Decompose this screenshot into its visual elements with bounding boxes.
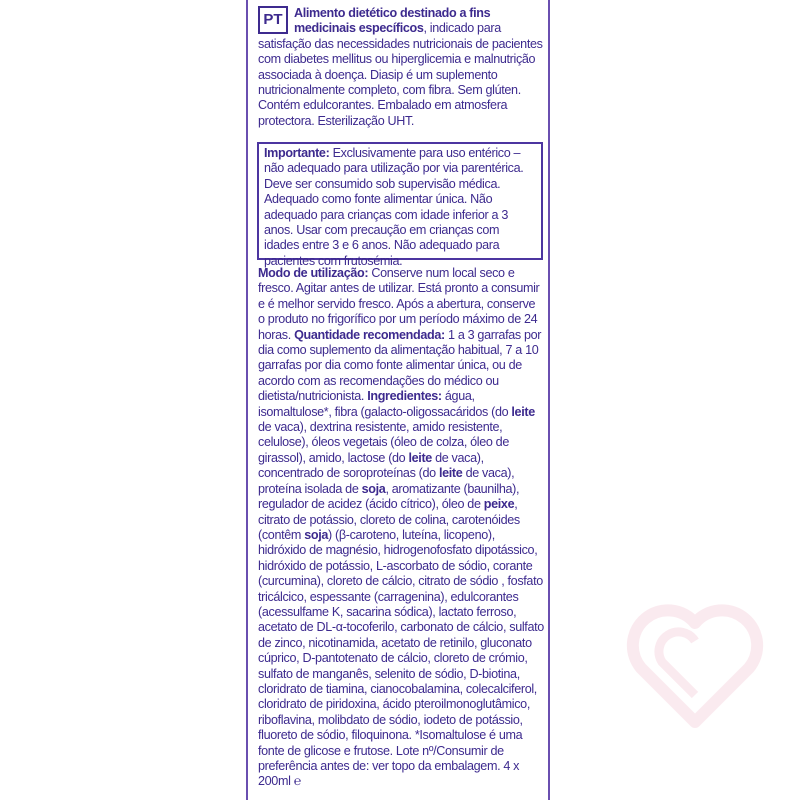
intro-text: , indicado para satisfação das necessidades nutricionais de pacientes com diabetes mellitus ou hiperglicemia e malnutrição associada à doença. Diasip é um suplemento nutricionalmente completo, com fibra. Sem glúten. Contém edulcorantes. Embalado em atmosfera protectora. Esterilização UHT. [258,21,543,128]
quantity-label: Quantidade recomendada: [294,327,445,342]
ingredients-text: de vaca), dextrina resistente, amido resistente, celulose), óleos vegetais (óleo de colza, óleo de girassol), amido, lactose (do [258,420,509,465]
usage-section [258,266,544,790]
intro-section [258,6,544,129]
heart-watermark-icon [620,590,770,740]
usage-label: Modo de utilização: [258,266,369,280]
allergen-fish: peixe [483,497,515,512]
language-badge: PT [258,6,288,34]
usage-text: Conserve num local seco e fresco. Agitar antes de utilizar. Está pronto a consumir e é melhor servido fresco. Após a abertura, conserve o produto no frigorífico por um período máximo de 24 horas. [258,266,540,342]
allergen-soy: soja [304,527,329,542]
quantity-text: 1 a 3 garrafas por dia como suplemento da alimentação habitual, 7 a 10 garrafas por dia como fonte alimentar única, ou de acordo com as recomendações do médico ou dietista/nutricionista. [258,327,542,404]
ingredients-text: água, isomaltulose*, fibra (galacto-oligossacáridos (do [258,389,512,419]
important-label: Importante: [264,146,330,160]
allergen-milk: leite [408,450,432,465]
ingredients-text: , aromatizante (baunilha), regulador de acidez (ácido cítrico), óleo de [258,481,520,512]
important-text: Exclusivamente para uso entérico – não adequado para utilização por via parentérica. Deve ser consumido sob supervisão médica. Adequado como fonte alimentar única. Não adequado para crianças com idade inferior a 3 anos. Usar com precaução em crianças com idades entre 3 e 6 anos. Não adequado para pacientes com frutosémia. [264,146,524,268]
important-box [257,142,543,268]
allergen-milk: leite [438,466,463,481]
product-title: Alimento dietético destinado a fins medicinais específicos [294,6,491,36]
ingredients-label: Ingredientes: [367,389,442,404]
ingredients-text: de vaca), concentrado de soroproteínas (do [258,450,484,481]
ingredients-text: de vaca), proteína isolada de [258,466,515,496]
allergen-milk: leite [511,404,535,419]
allergen-soy: soja [361,481,386,496]
ingredients-text: , citrato de potássio, cloreto de colina, carotenóides (contêm [258,497,520,542]
ingredients-text: ) (β-caroteno, luteína, licopeno), hidróxido de magnésio, hidrogenofosfato dipotássico, hidróxido de potássio, L-ascorbato de sódio, corante (curcumina), cloreto de cálcio, citrato de sódio , fosfato tricálcico, espessante (carragenina), edulcorantes (acessulfame K, sacarina sódica), lactato ferroso, acetato de DL-α-tocoferilo, carbonato de cálcio, sulfato de zinco, nicotinamida, acetato de retinilo, gluconato cúprico, D-pantotenato de cálcio, cloreto de crómio, sulfato de manganês, selenito de sódio, D-biotina, cloridrato de tiamina, cianocobalamina, colecalciferol, cloridrato de piridoxina, ácido pteroilmonoglutâmico, riboflavina, molibdato de sódio, iodeto de potássio, fluoreto de sódio, filoquinona. *Isomaltulose é uma fonte de glicose e frutose. Lote nº/Consumir de preferência antes de: ver topo da embalagem. 4 x 200ml ℮ [258,527,544,789]
